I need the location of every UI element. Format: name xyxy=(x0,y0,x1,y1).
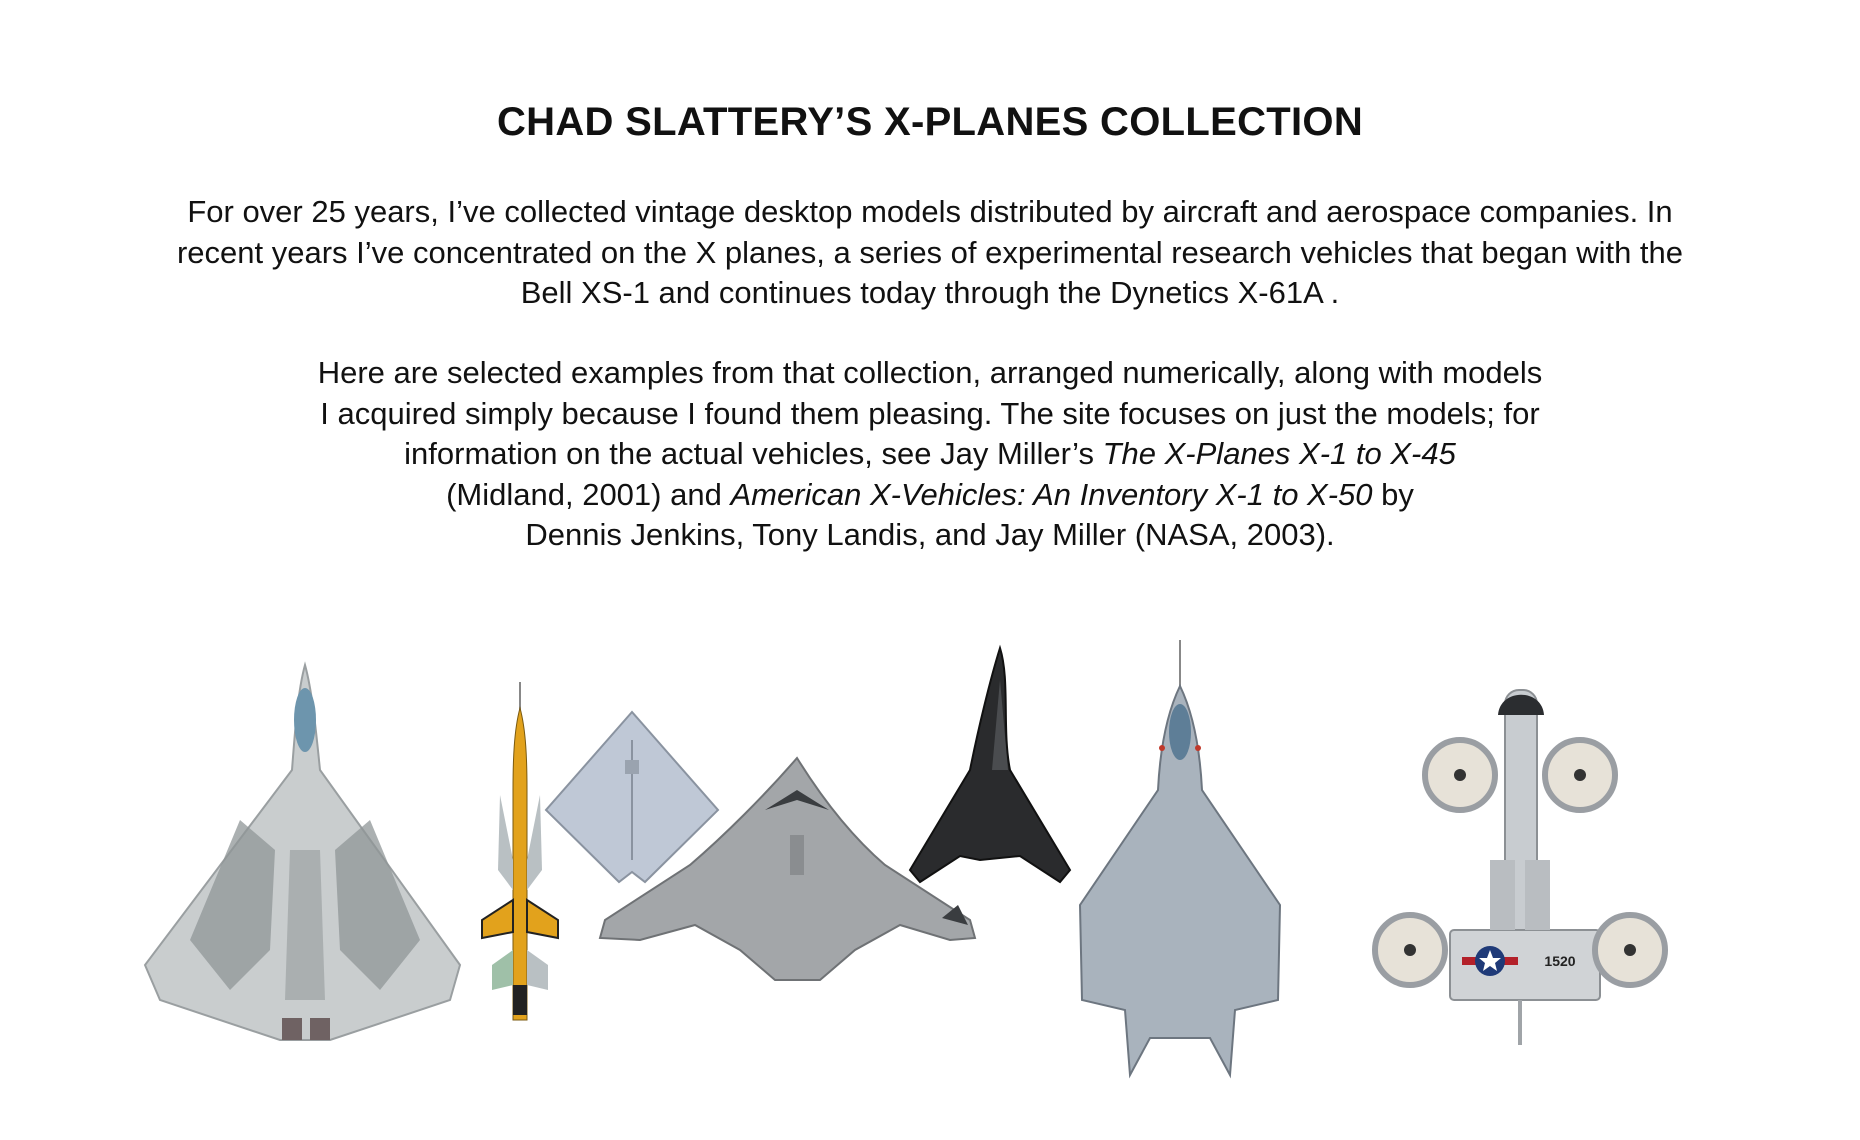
page-title: CHAD SLATTERY’S X-PLANES COLLECTION xyxy=(496,100,1364,144)
fan-nacelle xyxy=(1425,740,1495,810)
details-line: Here are selected examples from that collection, arranged numerically, along with models xyxy=(317,355,1543,390)
model-grey-delta-fighter xyxy=(1080,640,1280,1075)
model-orange-rocket xyxy=(482,682,558,1020)
details-paragraph xyxy=(150,353,1710,556)
details-line: (Midland, 2001) and American X-Vehicles: An Inventory X-1 to X-50 by xyxy=(446,476,1414,512)
details-line: I acquired simply because I found them pleasing. The site focuses on just the models; for xyxy=(320,395,1540,431)
model-black-lifting-body xyxy=(910,648,1070,882)
fan-nacelle xyxy=(1545,740,1615,810)
book-title-xplanes: The X-Planes X-1 to X-45 xyxy=(1102,436,1456,471)
fan-nacelle xyxy=(1375,915,1445,985)
model-ducted-fan-vtol xyxy=(1375,690,1665,1045)
tail-number: 1520 xyxy=(1544,953,1576,969)
book-title-xvehicles: American X-Vehicles: An Inventory X-1 to X-50 xyxy=(730,476,1373,512)
model-delta-fighter-camo xyxy=(145,665,460,1040)
details-line: information on the actual vehicles, see Jay Miller’s The X-Planes X-1 to X-45 xyxy=(404,436,1456,471)
model-small-delta-ucav xyxy=(546,712,718,882)
fan-nacelle xyxy=(1595,915,1665,985)
intro-paragraph: For over 25 years, I’ve collected vintage desktop models distributed by aircraft and aerospace companies. In recent years I’ve concentrated on the X planes, a series of experimental research vehicles that began with the Bell XS-1 and continues today through the Dynetics X-61A . xyxy=(176,194,1684,310)
model-photo-strip xyxy=(120,620,1740,1080)
details-line: Dennis Jenkins, Tony Landis, and Jay Miller (NASA, 2003). xyxy=(525,517,1335,552)
